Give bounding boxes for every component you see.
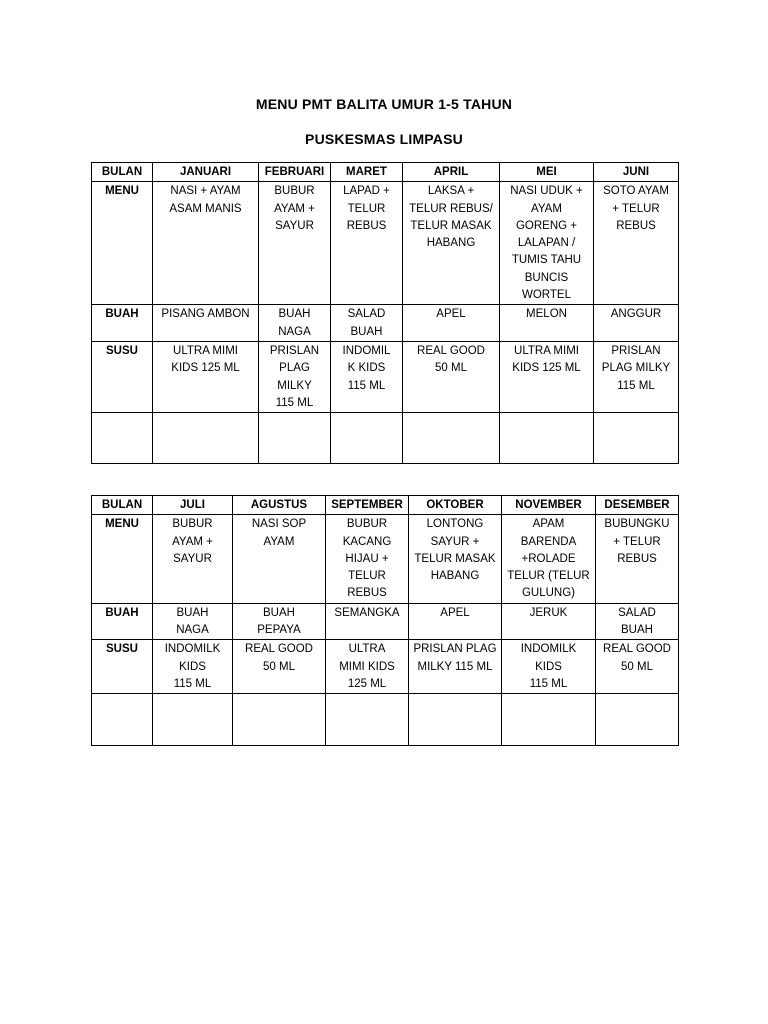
table-row-buah <box>92 603 679 640</box>
menu-cell: SOTO AYAM + TELUR REBUS <box>594 182 679 305</box>
empty-cell <box>596 694 679 746</box>
menu-cell: APAM BARENDA +ROLADE TELUR (TELUR GULUNG) <box>502 515 596 603</box>
susu-cell: PRISLAN PLAG MILKY 115 ML <box>594 341 679 412</box>
month-header: APRIL <box>403 163 500 182</box>
row-label-bulan: BULAN <box>92 496 153 515</box>
empty-cell <box>500 413 594 464</box>
menu-cell: NASI UDUK + AYAM GORENG + LALAPAN / TUMIS TAHU BUNCIS WORTEL <box>500 182 594 305</box>
buah-cell: SALAD BUAH <box>596 603 679 640</box>
empty-cell <box>92 413 153 464</box>
month-header: JANUARI <box>153 163 259 182</box>
month-header: MARET <box>331 163 403 182</box>
empty-cell <box>594 413 679 464</box>
susu-cell: ULTRA MIMI KIDS 125 ML <box>326 640 409 694</box>
empty-cell <box>259 413 331 464</box>
month-header: DESEMBER <box>596 496 679 515</box>
menu-cell: LAKSA + TELUR REBUS/ TELUR MASAK HABANG <box>403 182 500 305</box>
empty-cell <box>331 413 403 464</box>
buah-cell: BUAH NAGA <box>153 603 233 640</box>
table-row-menu <box>92 515 679 603</box>
buah-cell: BUAH NAGA <box>259 305 331 342</box>
menu-table-jan-jun <box>91 162 679 464</box>
buah-cell: MELON <box>500 305 594 342</box>
susu-cell: ULTRA MIMI KIDS 125 ML <box>153 341 259 412</box>
row-label-buah: BUAH <box>92 603 153 640</box>
susu-cell: PRISLAN PLAG MILKY 115 ML <box>409 640 502 694</box>
menu-cell: BUBUR AYAM + SAYUR <box>153 515 233 603</box>
menu-cell: NASI + AYAM ASAM MANIS <box>153 182 259 305</box>
menu-cell: BUBUR KACANG HIJAU + TELUR REBUS <box>326 515 409 603</box>
month-header: OKTOBER <box>409 496 502 515</box>
table-row-susu <box>92 640 679 694</box>
buah-cell: APEL <box>409 603 502 640</box>
month-header: SEPTEMBER <box>326 496 409 515</box>
month-header: MEI <box>500 163 594 182</box>
susu-cell: INDOMILK KIDS 115 ML <box>153 640 233 694</box>
empty-cell <box>153 413 259 464</box>
row-label-menu: MENU <box>92 182 153 305</box>
menu-cell: NASI SOP AYAM <box>233 515 326 603</box>
month-header: JULI <box>153 496 233 515</box>
month-header: JUNI <box>594 163 679 182</box>
empty-cell <box>403 413 500 464</box>
buah-cell: SEMANGKA <box>326 603 409 640</box>
table-row-bulan <box>92 163 679 182</box>
month-header: AGUSTUS <box>233 496 326 515</box>
table-row-bulan <box>92 496 679 515</box>
empty-cell <box>326 694 409 746</box>
table-row-buah <box>92 305 679 342</box>
empty-cell <box>409 694 502 746</box>
row-label-bulan: BULAN <box>92 163 153 182</box>
susu-cell: REAL GOOD 50 ML <box>233 640 326 694</box>
buah-cell: PISANG AMBON <box>153 305 259 342</box>
susu-cell: ULTRA MIMI KIDS 125 ML <box>500 341 594 412</box>
document-title: MENU PMT BALITA UMUR 1-5 TAHUN <box>255 96 513 112</box>
row-label-menu: MENU <box>92 515 153 603</box>
document-subtitle: PUSKESMAS LIMPASU <box>305 131 463 147</box>
susu-cell: REAL GOOD 50 ML <box>596 640 679 694</box>
menu-cell: LAPAD + TELUR REBUS <box>331 182 403 305</box>
susu-cell: INDOMIL K KIDS 115 ML <box>331 341 403 412</box>
menu-table-jul-des <box>91 495 679 746</box>
month-header: NOVEMBER <box>502 496 596 515</box>
buah-cell: JERUK <box>502 603 596 640</box>
menu-cell: BUBUNGKU + TELUR REBUS <box>596 515 679 603</box>
buah-cell: SALAD BUAH <box>331 305 403 342</box>
menu-cell: LONTONG SAYUR + TELUR MASAK HABANG <box>409 515 502 603</box>
susu-cell: REAL GOOD 50 ML <box>403 341 500 412</box>
table-row-empty <box>92 413 679 464</box>
susu-cell: INDOMILK KIDS 115 ML <box>502 640 596 694</box>
buah-cell: BUAH PEPAYA <box>233 603 326 640</box>
susu-cell: PRISLAN PLAG MILKY 115 ML <box>259 341 331 412</box>
table-row-menu <box>92 182 679 305</box>
empty-cell <box>92 694 153 746</box>
table-row-susu <box>92 341 679 412</box>
empty-cell <box>153 694 233 746</box>
row-label-susu: SUSU <box>92 341 153 412</box>
table-row-empty <box>92 694 679 746</box>
menu-cell: BUBUR AYAM + SAYUR <box>259 182 331 305</box>
empty-cell <box>233 694 326 746</box>
buah-cell: APEL <box>403 305 500 342</box>
row-label-buah: BUAH <box>92 305 153 342</box>
row-label-susu: SUSU <box>92 640 153 694</box>
month-header: FEBRUARI <box>259 163 331 182</box>
buah-cell: ANGGUR <box>594 305 679 342</box>
empty-cell <box>502 694 596 746</box>
